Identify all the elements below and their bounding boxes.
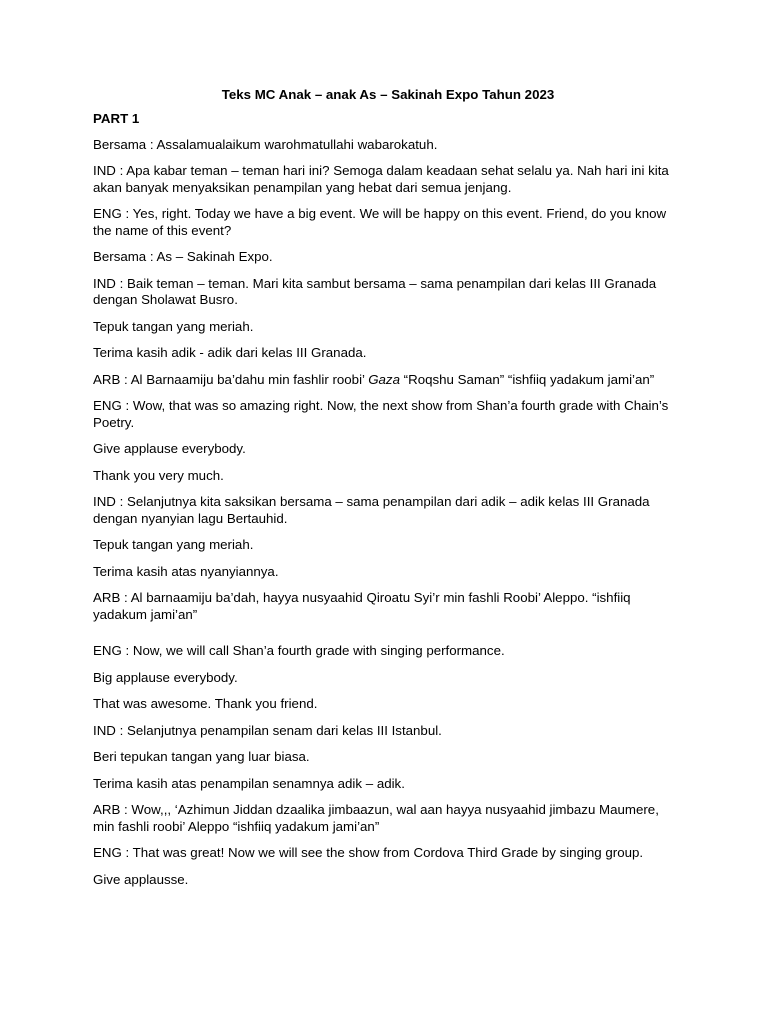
paragraph: Terima kasih atas penampilan senamnya adik – adik. — [93, 775, 405, 791]
paragraph: Big applause everybody. — [93, 669, 238, 685]
paragraph: IND : Selanjutnya kita saksikan bersama – sama penampilan dari adik – adik kelas III Granada dengan nyanyian lagu Bertauhid. — [93, 494, 650, 526]
paragraph-italic-text: Gaza — [368, 371, 400, 387]
paragraph: Give applause everybody. — [93, 441, 246, 456]
document-page — [93, 86, 683, 898]
paragraph: Terima kasih atas nyanyiannya. — [93, 563, 279, 579]
paragraph-text: ARB : Al Barnaamiju ba’dahu min fashlir roobi’ — [93, 371, 369, 387]
paragraph: Beri tepukan tangan yang luar biasa. — [93, 749, 310, 764]
paragraph: That was awesome. Thank you friend. — [93, 696, 318, 711]
paragraph-text: “Roqshu Saman” “ishfiiq yadakum jami’an” — [399, 371, 655, 387]
paragraph: ENG : That was great! Now we will see the show from Cordova Third Grade by singing group. — [93, 845, 644, 860]
paragraph: IND : Baik teman – teman. Mari kita sambut bersama – sama penampilan dari kelas III Granada dengan Sholawat Busro. — [93, 275, 657, 307]
paragraph: IND : Selanjutnya penampilan senam dari kelas III Istanbul. — [93, 722, 442, 738]
paragraph: ENG : Now, we will call Shan’a fourth grade with singing performance. — [93, 643, 505, 658]
paragraph: Bersama : As – Sakinah Expo. — [93, 249, 273, 264]
paragraph: ENG : Yes, right. Today we have a big event. We will be happy on this event. Friend, do you know the name of this event? — [93, 206, 667, 238]
paragraph: Thank you very much. — [93, 467, 224, 483]
paragraph: ARB : Wow,,, ‘Azhimun Jiddan dzaalika jimbaazun, wal aan hayya nusyaahid jimbazu Maumere, min fashli roobi’ Aleppo “ishfiiq yadakum jami’an” — [93, 802, 659, 834]
paragraph: Tepuk tangan yang meriah. — [93, 537, 254, 552]
paragraph: ARB : Al barnaamiju ba’dah, hayya nusyaahid Qiroatu Syi’r min fashli Roobi’ Aleppo. “ishfiiq yadakum jami’an” — [93, 590, 631, 622]
paragraph-arb-gaza — [93, 372, 683, 389]
paragraph: Give applausse. — [93, 871, 189, 887]
paragraph: IND : Apa kabar teman – teman hari ini? Semoga dalam keadaan sehat selalu ya. Nah hari ini kita akan banyak menyaksikan penampilan yang hebat dari semua jenjang. — [93, 163, 669, 195]
paragraph: ENG : Wow, that was so amazing right. Now, the next show from Shan’a fourth grade with Chain’s Poetry. — [93, 398, 669, 430]
document-title: Teks MC Anak – anak As – Sakinah Expo Tahun 2023 — [221, 87, 555, 102]
paragraph: Bersama : Assalamualaikum warohmatullahi wabarokatuh. — [93, 136, 438, 152]
paragraph: Terima kasih adik - adik dari kelas III Granada. — [93, 345, 367, 360]
blank-line — [93, 633, 683, 643]
part-heading: PART 1 — [93, 111, 140, 126]
paragraph: Tepuk tangan yang meriah. — [93, 318, 254, 334]
